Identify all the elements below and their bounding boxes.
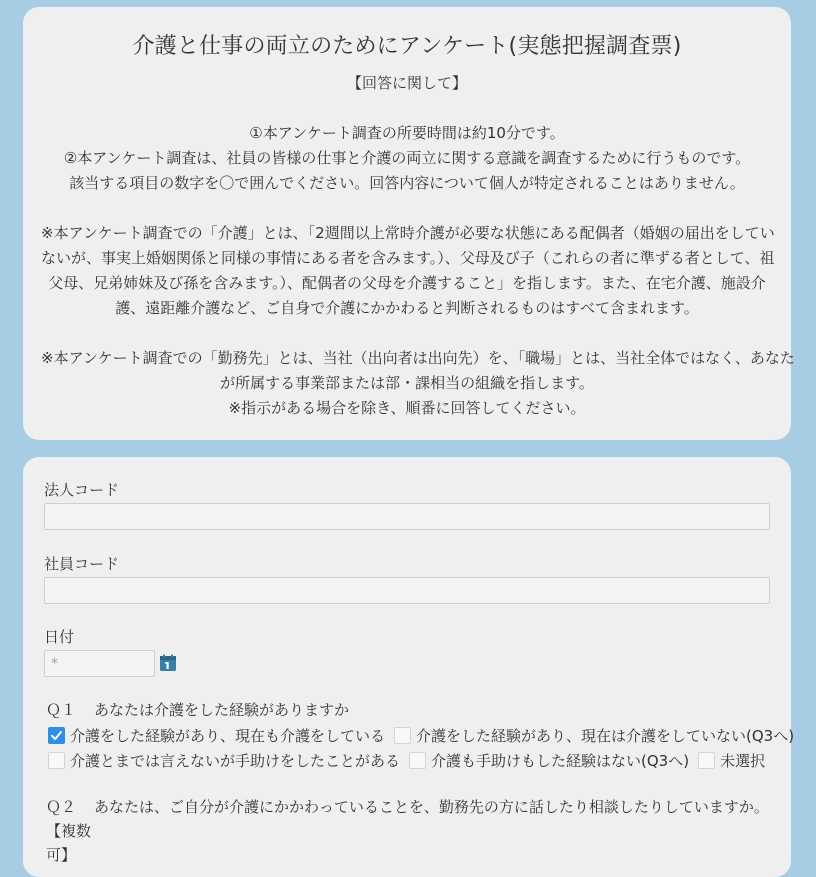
q1-option-past-caring[interactable] <box>394 725 794 746</box>
intro-line: が所属する事業部または部・課相当の組織を指します。 <box>220 374 594 392</box>
q1-options <box>48 723 795 773</box>
checkmark-icon <box>50 729 63 742</box>
intro-card <box>23 7 795 440</box>
intro-line: ①本アンケート調査の所要時間は約10分です。 <box>249 124 565 142</box>
intro-line: ないが、事実上婚姻関係と同様の事情にある者を含みます。）、父母及び子（これらの者に準ずる者として、祖 <box>41 249 775 267</box>
intro-line: ※本アンケート調査での「介護」とは、「2週間以上常時介護が必要な状態にある配偶者（婚姻の届出をしてい <box>41 224 775 242</box>
intro-line: ※指示がある場合を除き、順番に回答してください。 <box>228 399 586 417</box>
corp-code-input[interactable] <box>44 503 770 530</box>
q1-number: Ｑ１ <box>46 701 77 719</box>
q1-option-helped[interactable] <box>48 750 400 771</box>
survey-title: 介護と仕事の両立のためにアンケート(実態把握調査票) <box>132 34 682 59</box>
intro-line: ②本アンケート調査は、社員の皆様の仕事と介護の両立に関する意識を調査するために行うものです。 <box>63 149 751 167</box>
q1-option-unselected[interactable] <box>698 750 765 771</box>
question-q2 <box>46 795 773 867</box>
intro-spacer <box>41 196 773 221</box>
q1-option-label: 介護をした経験があり、現在も介護をしている <box>70 727 386 745</box>
q1-checkbox[interactable] <box>394 727 411 744</box>
survey-form-card <box>23 457 795 877</box>
q1-option-row <box>48 723 795 748</box>
intro-line: 父母、兄弟姉妹及び孫を含みます。）、配偶者の父母を介護すること」を指します。また、在宅介護、施設介 <box>48 274 766 292</box>
employee-code-label: 社員コード <box>44 555 120 573</box>
q1-option-currently-caring[interactable] <box>48 725 385 746</box>
q1-checkbox-checked[interactable] <box>48 727 65 744</box>
q1-option-no-experience[interactable] <box>409 750 689 771</box>
intro-instructions <box>41 71 795 421</box>
intro-line: 該当する項目の数字を〇で囲んでください。回答内容について個人が特定されることはありません。 <box>69 174 745 192</box>
q1-checkbox[interactable] <box>48 752 65 769</box>
question-q1 <box>46 698 773 722</box>
date-label: 日付 <box>44 628 75 646</box>
q1-option-label: 介護とまでは言えないが手助けをしたことがある <box>70 752 401 770</box>
corp-code-label: 法人コード <box>44 481 120 499</box>
q1-checkbox[interactable] <box>698 752 715 769</box>
q2-text-continued: 可】 <box>46 846 77 864</box>
intro-spacer <box>41 321 773 346</box>
calendar-icon[interactable] <box>159 654 177 672</box>
date-input[interactable] <box>44 650 155 677</box>
intro-spacer <box>41 96 773 121</box>
q1-option-row <box>48 748 781 773</box>
intro-line: 護、遠距離介護など、ご自身で介護にかかわると判断されるものはすべて含まれます。 <box>115 299 699 317</box>
q1-text: あなたは介護をした経験がありますか <box>94 701 350 719</box>
q1-option-label: 未選択 <box>720 752 766 770</box>
q1-option-label: 介護も手助けもした経験はない(Q3へ) <box>431 752 690 770</box>
intro-line: ※本アンケート調査での「勤務先」とは、当社（出向者は出向先）を、「職場」とは、当社全体ではなく、あなた <box>41 349 795 367</box>
q1-checkbox[interactable] <box>409 752 426 769</box>
intro-line: 【回答に関して】 <box>346 74 467 92</box>
q2-number: Ｑ２ <box>46 798 77 816</box>
q1-option-label: 介護をした経験があり、現在は介護をしていない(Q3へ) <box>416 727 795 745</box>
q2-text: あなたは、ご自分が介護にかかわっていることを、勤務先の方に話したり相談したりしていますか。【複数 <box>46 798 769 840</box>
employee-code-input[interactable] <box>44 577 770 604</box>
